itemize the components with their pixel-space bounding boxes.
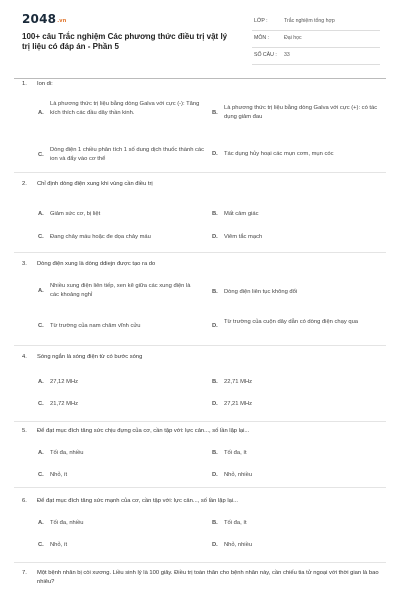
meta-row-count <box>252 48 380 65</box>
option-letter: C. <box>38 234 44 240</box>
question-divider <box>14 252 386 253</box>
option-letter: D. <box>212 542 218 548</box>
option-text: 27,21 MHz <box>224 401 253 407</box>
meta-row-class <box>252 14 380 31</box>
option-text: Tối đa, ít <box>224 520 247 526</box>
option-text: 27,12 MHz <box>50 379 79 385</box>
option-letter: D. <box>212 401 218 407</box>
document-meta <box>252 14 380 65</box>
brand-suffix: .vn <box>57 18 67 24</box>
option-letter: B. <box>212 211 218 217</box>
option-text: Nhỏ, nhiều <box>224 542 253 548</box>
option-text: 22,71 MHz <box>224 379 253 385</box>
meta-row-subject <box>252 31 380 48</box>
option-letter: C. <box>38 401 44 407</box>
option-text: Tối đa, nhiều <box>50 520 84 526</box>
question-divider <box>14 487 386 488</box>
question-divider <box>14 345 386 346</box>
question-text: Sóng ngắn là sóng điện từ có bước sóng <box>37 354 143 360</box>
option-letter: A. <box>38 288 44 294</box>
question-number: 4. <box>22 354 27 360</box>
option-letter: B. <box>212 110 218 116</box>
meta-value: Trắc nghiệm tổng hợp <box>284 18 335 24</box>
question-number: 2. <box>22 181 27 187</box>
option-letter: A. <box>38 211 44 217</box>
option-text: Nhỏ, ít <box>50 472 68 478</box>
option-text: Đang chảy máu hoặc đe dọa chảy máu <box>50 234 151 240</box>
option-letter: B. <box>212 379 218 385</box>
option-letter: C. <box>38 542 44 548</box>
option-letter: C. <box>38 323 44 329</box>
option-text: Viêm tắc mạch <box>224 234 263 240</box>
option-letter: A. <box>38 110 44 116</box>
option-text: Mất cảm giác <box>224 211 259 217</box>
option-text: Nhiều xung điện liên tiếp, xen kẽ giữa các xung điện là các khoảng nghỉ <box>50 283 191 298</box>
option-text: Là phương thức trị liệu bằng dòng Galva với cực (-): Tăng kích thích các đầu dây thần kinh. <box>50 101 200 116</box>
document-title: 100+ câu Trắc nghiệm Các phương thức điều trị vật lý trị liệu có đáp án - Phần 5 <box>22 32 228 51</box>
question-number: 3. <box>22 261 27 267</box>
header-divider <box>14 78 386 79</box>
question-number: 5. <box>22 428 27 434</box>
option-letter: A. <box>38 379 44 385</box>
option-letter: B. <box>212 289 218 295</box>
brand-name: 2048 <box>22 12 57 26</box>
meta-key: MÔN : <box>254 35 269 41</box>
question-divider <box>14 421 386 422</box>
question-text: Để đạt mục đích tăng sức chịu đựng của cơ, cần tập với: lực cản..., số lần lặp lại... <box>37 428 250 434</box>
option-letter: C. <box>38 472 44 478</box>
question-text: Chỉ định dòng điện xung khi vùng cần điều trị <box>37 181 153 187</box>
option-text: Tối đa, ít <box>224 450 247 456</box>
option-text: Nhỏ, ít <box>50 542 68 548</box>
option-text: Từ trường của cuộn dây dẫn có dòng điện chạy qua <box>224 319 359 325</box>
brand-logo[interactable] <box>22 12 67 26</box>
option-letter: A. <box>38 450 44 456</box>
meta-value: Đại học <box>284 35 302 41</box>
meta-key: LỚP : <box>254 18 268 24</box>
option-text: Dòng điện 1 chiều phân tích 1 số dung dịch thuốc thành các ion và đẩy vào cơ thể <box>50 147 205 162</box>
question-text: Dòng điện xung là dòng ddiejn được tạo ra do <box>37 261 156 267</box>
question-divider <box>14 172 386 173</box>
meta-value: 33 <box>284 52 290 58</box>
question-text: Một bệnh nhân bị còi xương. Liều sinh lý là 100 giây. Điều trị toàn thân cho bệnh nhân này, cần chiếu tia tử ngoại với thời gian là bao nhiêu? <box>37 570 379 585</box>
option-text: Là phương thức trị liệu bằng dòng Galva với cực (+): có tác dụng giảm đau <box>224 105 378 120</box>
option-text: Giảm sức cơ, bị liệt <box>50 211 101 217</box>
question-number: 1. <box>22 81 27 87</box>
option-text: 21,72 MHz <box>50 401 79 407</box>
option-text: Tác dụng hủy hoại các mụn cơm, mụn cóc <box>224 151 334 157</box>
option-letter: D. <box>212 323 218 329</box>
question-divider <box>14 562 386 563</box>
meta-key: SỐ CÂU : <box>254 52 277 58</box>
option-letter: D. <box>212 472 218 478</box>
question-number: 7. <box>22 570 27 576</box>
question-text: Để đạt mục đích tăng sức mạnh của cơ, cần tập với: lực cản..., số lần lặp lại... <box>37 498 238 504</box>
option-letter: D. <box>212 234 218 240</box>
option-text: Từ trường của nam châm vĩnh cửu <box>50 323 141 329</box>
option-letter: B. <box>212 520 218 526</box>
option-text: Tối đa, nhiều <box>50 450 84 456</box>
option-letter: D. <box>212 151 218 157</box>
question-text: Ion di: <box>37 81 53 87</box>
option-text: Dòng điện liên tục không đổi <box>224 289 298 295</box>
question-number: 6. <box>22 498 27 504</box>
option-letter: C. <box>38 152 44 158</box>
page-header <box>0 0 400 68</box>
option-letter: B. <box>212 450 218 456</box>
option-letter: A. <box>38 520 44 526</box>
option-text: Nhỏ, nhiều <box>224 472 253 478</box>
